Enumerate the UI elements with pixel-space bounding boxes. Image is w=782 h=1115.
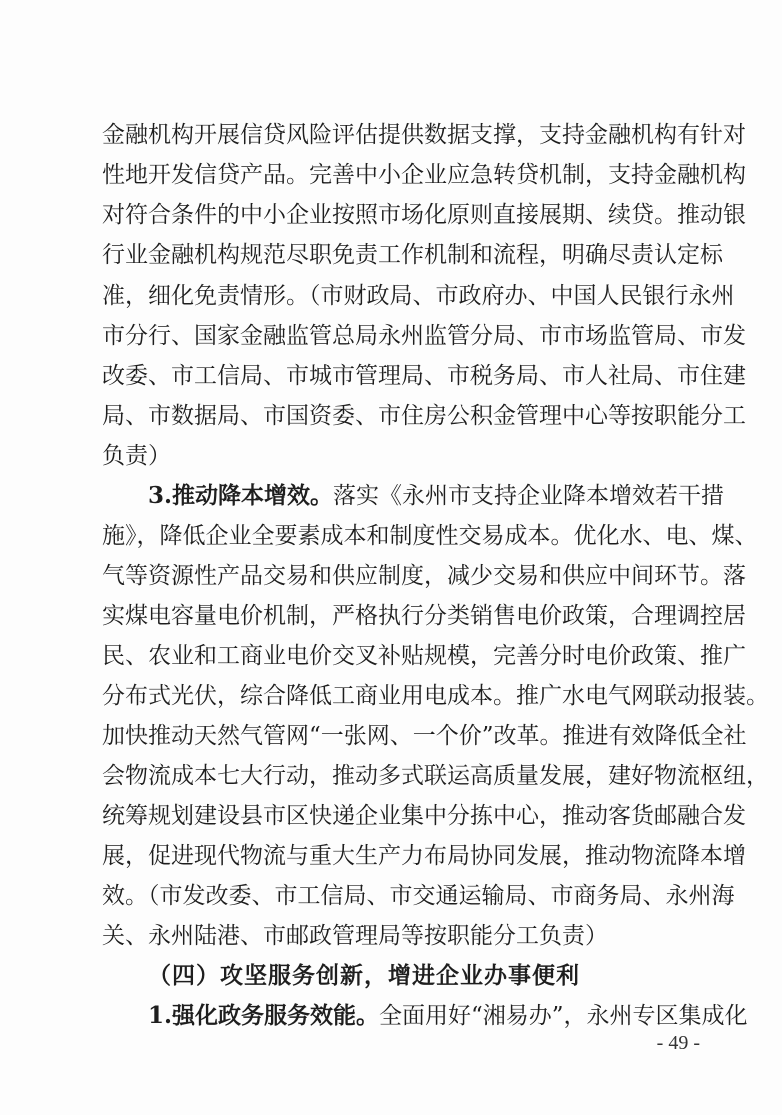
paragraph-line: 性地开发信贷产品。完善中小企业应急转贷机制，支持金融机构 (102, 162, 746, 188)
item-3-first-line (148, 476, 725, 516)
paragraph-line: 市分行、国家金融监管总局永州监管分局、市市场监管局、市发 (102, 323, 746, 349)
page-number: - 49 - (656, 1032, 700, 1054)
paragraph-line: 对符合条件的中小企业按照市场化原则直接展期、续贷。推动银 (102, 202, 746, 228)
paragraph-line: 气等资源性产品交易和供应制度，减少交易和供应中间环节。落 (102, 563, 746, 589)
item-1-title: 1.强化政务服务效能。 (148, 1002, 380, 1029)
paragraph-line: 展，促进现代物流与重大生产力布局协同发展，推动物流降本增 (102, 843, 746, 869)
paragraph-line: 民、农业和工商业电价交叉补贴规模，完善分时电价政策、推广 (102, 643, 746, 669)
item-3-text: 落实《永州市支持企业降本增效若干措 (333, 483, 725, 509)
paragraph-line: 会物流成本七大行动，推动多式联运高质量发展，建好物流枢纽， (102, 763, 769, 789)
paragraph-line: 金融机构开展信贷风险评估提供数据支撑，支持金融机构有针对 (102, 122, 746, 148)
paragraph-line: 行业金融机构规范尽职免责工作机制和流程，明确尽责认定标 (102, 242, 723, 268)
paragraph-line: 统筹规划建设县市区快递企业集中分拣中心，推动客货邮融合发 (102, 803, 746, 829)
paragraph-line: 负责） (102, 443, 171, 469)
paragraph-line: 局、市数据局、市国资委、市住房公积金管理中心等按职能分工 (102, 403, 746, 429)
paragraph-line: 分布式光伏，综合降低工商业用电成本。推广水电气网联动报装。 (102, 683, 769, 709)
item-3-title: 3.推动降本增效。 (148, 482, 334, 509)
paragraph-line: 准，细化免责情形。（市财政局、市政府办、中国人民银行永州 (102, 283, 735, 309)
paragraph-line: 效。（市发改委、市工信局、市交通运输局、市商务局、永州海 (102, 883, 735, 909)
paragraph-line: 实煤电容量电价机制，严格执行分类销售电价政策，合理调控居 (102, 603, 746, 629)
item-1-text: 全面用好“湘易办”，永州专区集成化 (379, 1003, 748, 1029)
paragraph-line: 改委、市工信局、市城市管理局、市税务局、市人社局、市住建 (102, 363, 746, 389)
section-heading: （四）攻坚服务创新，增进企业办事便利 (148, 962, 580, 989)
paragraph-line: 关、永州陆港、市邮政管理局等按职能分工负责） (102, 923, 608, 949)
paragraph-line: 施》，降低企业全要素成本和制度性交易成本。优化水、电、煤、 (102, 523, 758, 549)
paragraph-line: 加快推动天然气管网“一张网、一个价”改革。推进有效降低全社 (102, 723, 747, 749)
